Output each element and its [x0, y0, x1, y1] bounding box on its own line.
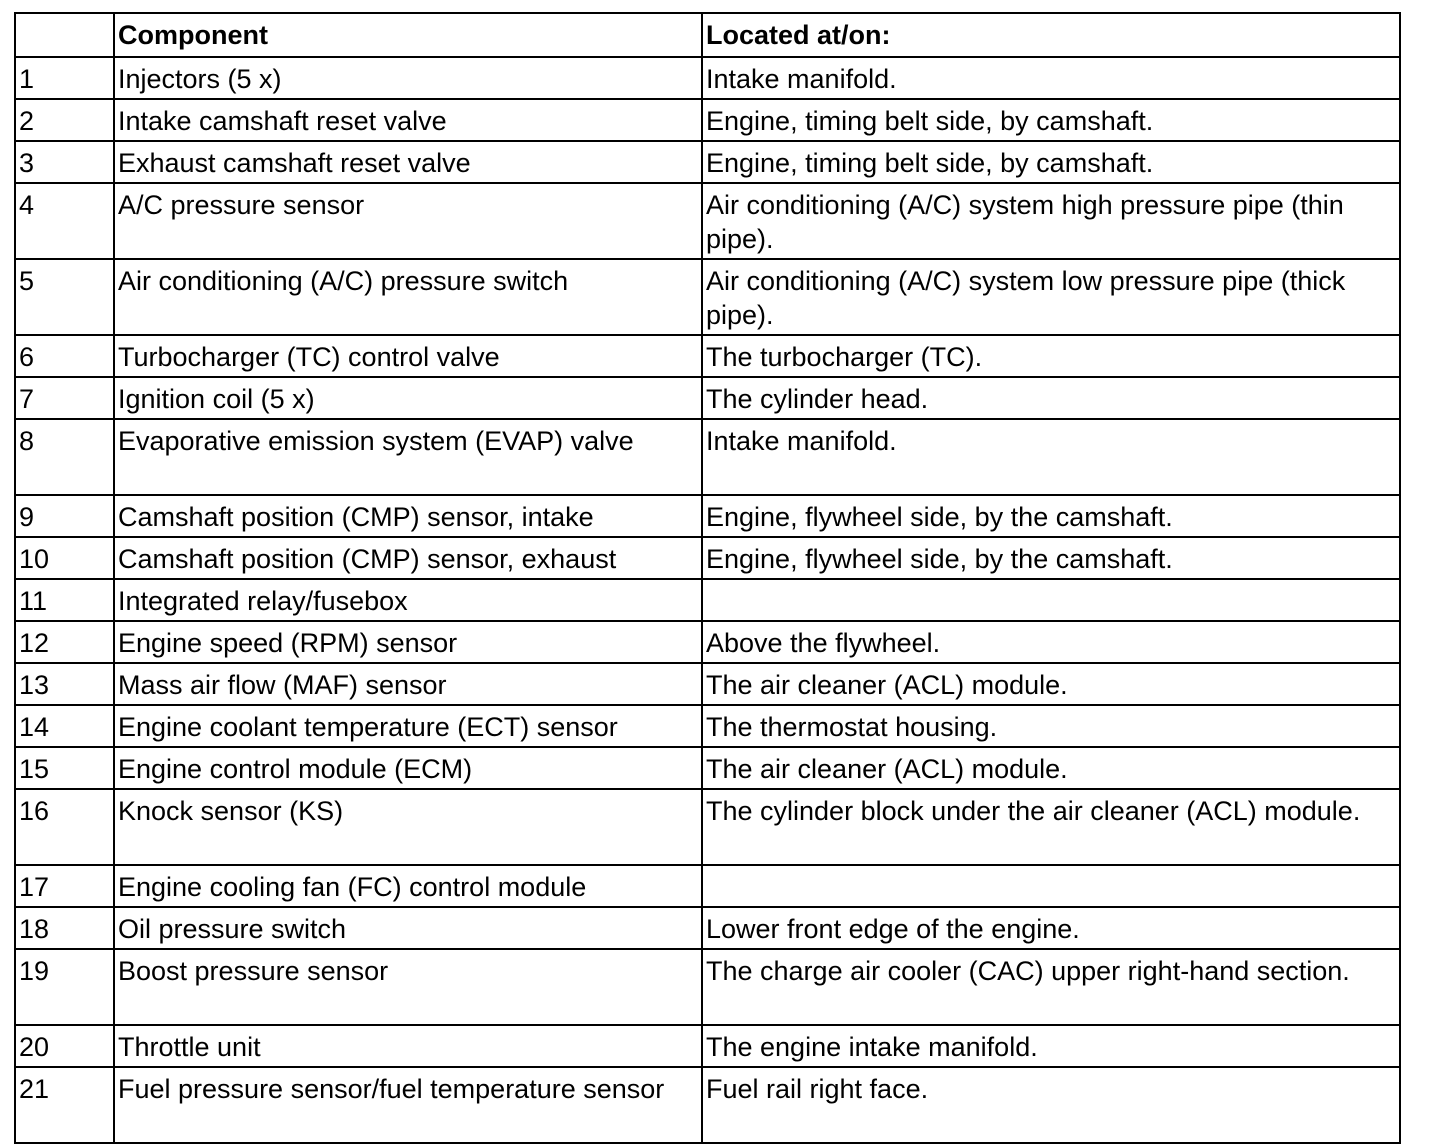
component-name-cell: Exhaust camshaft reset valve — [114, 141, 702, 183]
component-name-cell: Throttle unit — [114, 1025, 702, 1067]
table-row — [15, 259, 1400, 335]
row-number-cell: 7 — [15, 377, 114, 419]
row-number-cell: 16 — [15, 789, 114, 865]
row-number-cell: 1 — [15, 57, 114, 99]
row-number-cell: 12 — [15, 621, 114, 663]
table-row — [15, 1025, 1400, 1067]
table-row — [15, 57, 1400, 99]
table-row — [15, 99, 1400, 141]
table-row — [15, 789, 1400, 865]
row-number-cell: 21 — [15, 1067, 114, 1143]
component-name-cell: Evaporative emission system (EVAP) valve — [114, 419, 702, 495]
component-location-cell: Engine, timing belt side, by camshaft. — [702, 141, 1400, 183]
component-name-cell: Engine coolant temperature (ECT) sensor — [114, 705, 702, 747]
row-number-cell: 15 — [15, 747, 114, 789]
component-location-cell — [702, 865, 1400, 907]
component-location-cell: The turbocharger (TC). — [702, 335, 1400, 377]
row-number-cell: 18 — [15, 907, 114, 949]
component-name-cell: Air conditioning (A/C) pressure switch — [114, 259, 702, 335]
row-number-cell: 11 — [15, 579, 114, 621]
table-row — [15, 377, 1400, 419]
component-name-cell: Mass air flow (MAF) sensor — [114, 663, 702, 705]
component-location-cell: Fuel rail right face. — [702, 1067, 1400, 1143]
row-number-cell: 9 — [15, 495, 114, 537]
table-header-row — [15, 13, 1400, 57]
row-number-cell: 14 — [15, 705, 114, 747]
component-location-cell: Above the flywheel. — [702, 621, 1400, 663]
component-location-cell: The air cleaner (ACL) module. — [702, 747, 1400, 789]
component-name-cell: Camshaft position (CMP) sensor, intake — [114, 495, 702, 537]
header-component: Component — [114, 13, 702, 57]
table-row — [15, 183, 1400, 259]
table-row — [15, 949, 1400, 1025]
table-row — [15, 747, 1400, 789]
component-location-cell: The charge air cooler (CAC) upper right-hand section. — [702, 949, 1400, 1025]
row-number-cell: 8 — [15, 419, 114, 495]
component-name-cell: Engine cooling fan (FC) control module — [114, 865, 702, 907]
table-row — [15, 705, 1400, 747]
component-location-cell: Air conditioning (A/C) system low pressure pipe (thick pipe). — [702, 259, 1400, 335]
component-name-cell: Boost pressure sensor — [114, 949, 702, 1025]
component-location-cell: Lower front edge of the engine. — [702, 907, 1400, 949]
row-number-cell: 10 — [15, 537, 114, 579]
component-location-cell: Engine, flywheel side, by the camshaft. — [702, 537, 1400, 579]
component-location-cell: Engine, flywheel side, by the camshaft. — [702, 495, 1400, 537]
component-location-cell: The thermostat housing. — [702, 705, 1400, 747]
table-row — [15, 865, 1400, 907]
row-number-cell: 20 — [15, 1025, 114, 1067]
row-number-cell: 5 — [15, 259, 114, 335]
component-name-cell: Fuel pressure sensor/fuel temperature sensor — [114, 1067, 702, 1143]
component-location-cell: Air conditioning (A/C) system high pressure pipe (thin pipe). — [702, 183, 1400, 259]
component-name-cell: Engine control module (ECM) — [114, 747, 702, 789]
table-body — [15, 57, 1400, 1143]
header-number — [15, 13, 114, 57]
row-number-cell: 13 — [15, 663, 114, 705]
component-name-cell: Oil pressure switch — [114, 907, 702, 949]
row-number-cell: 3 — [15, 141, 114, 183]
component-location-cell — [702, 579, 1400, 621]
table-row — [15, 495, 1400, 537]
row-number-cell: 4 — [15, 183, 114, 259]
table-row — [15, 621, 1400, 663]
component-location-cell: Engine, timing belt side, by camshaft. — [702, 99, 1400, 141]
header-location: Located at/on: — [702, 13, 1400, 57]
table-row — [15, 419, 1400, 495]
component-name-cell: Camshaft position (CMP) sensor, exhaust — [114, 537, 702, 579]
component-location-cell: The engine intake manifold. — [702, 1025, 1400, 1067]
table-row — [15, 335, 1400, 377]
component-name-cell: Intake camshaft reset valve — [114, 99, 702, 141]
component-name-cell: Engine speed (RPM) sensor — [114, 621, 702, 663]
row-number-cell: 2 — [15, 99, 114, 141]
component-name-cell: Ignition coil (5 x) — [114, 377, 702, 419]
component-name-cell: A/C pressure sensor — [114, 183, 702, 259]
component-name-cell: Turbocharger (TC) control valve — [114, 335, 702, 377]
component-location-cell: Intake manifold. — [702, 419, 1400, 495]
row-number-cell: 6 — [15, 335, 114, 377]
row-number-cell: 19 — [15, 949, 114, 1025]
table-row — [15, 579, 1400, 621]
component-name-cell: Integrated relay/fusebox — [114, 579, 702, 621]
table-row — [15, 141, 1400, 183]
component-location-cell: Intake manifold. — [702, 57, 1400, 99]
component-location-table-wrapper — [14, 12, 1401, 1144]
component-location-cell: The cylinder head. — [702, 377, 1400, 419]
row-number-cell: 17 — [15, 865, 114, 907]
component-location-cell: The air cleaner (ACL) module. — [702, 663, 1400, 705]
table-row — [15, 907, 1400, 949]
component-location-table — [14, 12, 1401, 1144]
component-location-cell: The cylinder block under the air cleaner (ACL) module. — [702, 789, 1400, 865]
component-name-cell: Knock sensor (KS) — [114, 789, 702, 865]
table-row — [15, 537, 1400, 579]
component-name-cell: Injectors (5 x) — [114, 57, 702, 99]
table-row — [15, 663, 1400, 705]
